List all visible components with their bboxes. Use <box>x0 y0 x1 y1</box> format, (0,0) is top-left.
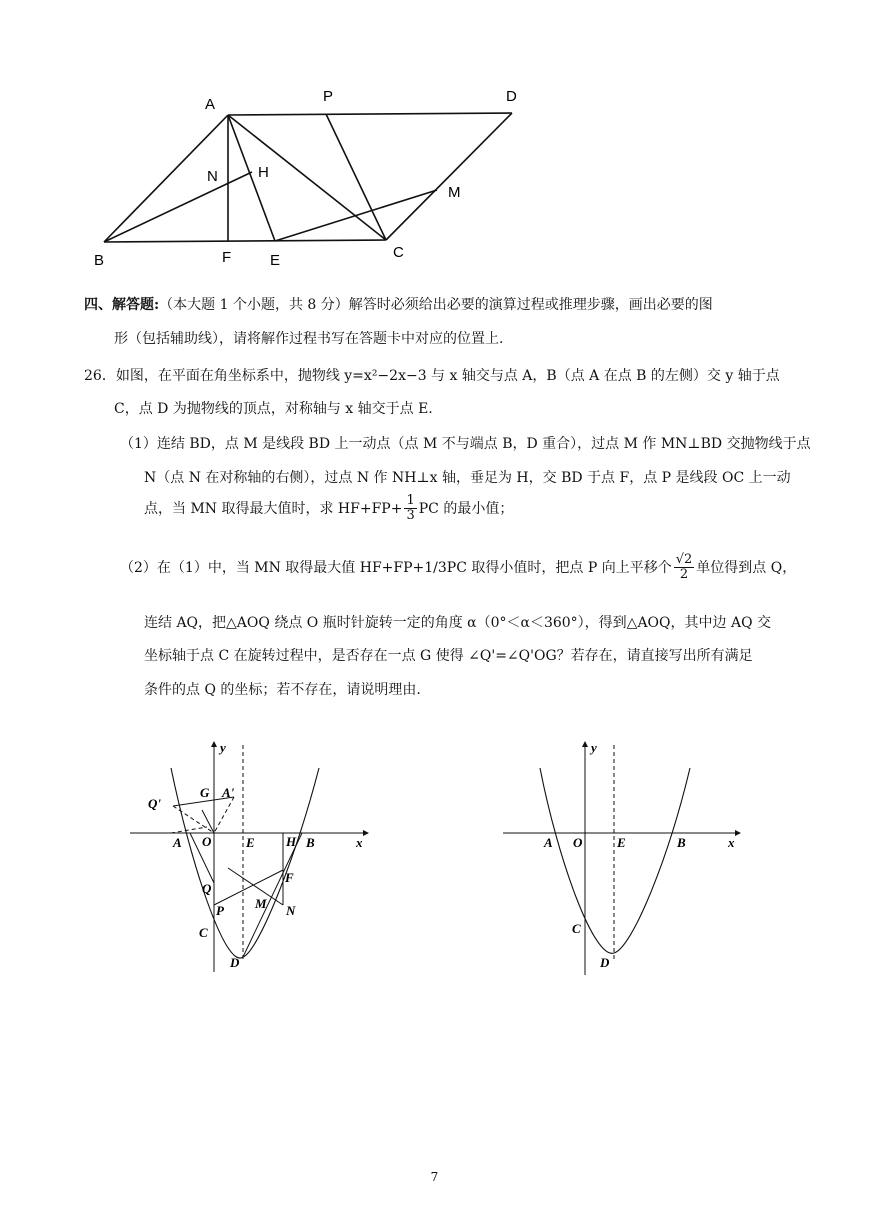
label-y: y <box>591 740 597 755</box>
fraction-denominator: 2 <box>679 567 689 583</box>
problem-line1 <box>84 365 780 385</box>
label-N: N <box>286 903 296 918</box>
label-G: G <box>200 785 210 800</box>
part1-line1: （1）连结 BD，点 M 是线段 BD 上一动点（点 M 不与端点 B，D 重合），过点 M 作 MN⊥BD 交抛物线于点 <box>120 436 811 452</box>
label-B: B <box>306 835 315 850</box>
fraction-one-third <box>404 494 416 524</box>
label-B: B <box>94 252 105 269</box>
part2-line1-a: （2）在（1）中，当 MN 取得最大值 HF+FP+1/3PC 取得小值时，把点 P 向上平移个 <box>120 559 672 576</box>
label-H: H <box>258 164 269 181</box>
label-O: O <box>573 835 583 850</box>
label-x: x <box>728 835 735 850</box>
geometry-figure <box>80 80 550 275</box>
label-M: M <box>255 896 267 911</box>
label-D: D <box>230 955 240 970</box>
figure-lines <box>104 113 512 242</box>
part1-line3 <box>144 494 513 524</box>
dashed-AO <box>171 827 207 833</box>
label-A: A <box>173 835 182 850</box>
label-C: C <box>393 244 404 261</box>
label-P: P <box>323 88 334 105</box>
line-DB <box>243 833 302 957</box>
part2-line4: 条件的点 Q 的坐标；若不存在，请说明理由. <box>144 682 421 698</box>
part2-line2: 连结 AQ，把△AOQ 绕点 O 瓶时针旋转一定的角度 α（0°＜α＜360°），得到△AOQ，其中边 AQ 交 <box>144 615 772 631</box>
label-E: E <box>270 252 281 269</box>
label-A: A <box>205 96 216 113</box>
problem-statement: 如图，在平面在角坐标系中，抛物线 y=x²−2x−3 与 x 轴交与点 A，B（点 A 在点 B 的左侧）交 y 轴于点 <box>115 368 780 384</box>
section-intro <box>84 294 713 314</box>
label-A: A <box>544 835 553 850</box>
part1-line2: N（点 N 在对称轴的右侧），过点 N 作 NH⊥x 轴，垂足为 H，交 BD 于点 F，点 P 是线段 OC 上一动 <box>144 470 791 486</box>
label-Qprime: Q' <box>148 796 161 811</box>
parabola <box>171 768 319 958</box>
label-D: D <box>600 955 610 970</box>
label-E: E <box>246 835 255 850</box>
section-intro-cont: 形（包括辅助线），请将解作过程书写在答题卡中对应的位置上. <box>114 331 504 347</box>
fraction-sqrt2-over-2 <box>674 553 695 583</box>
parabola <box>540 768 690 953</box>
label-N: N <box>207 168 218 185</box>
label-Aprime: A' <box>222 785 235 800</box>
section-intro-text: （本大题 1 个小题，共 8 分）解答时必须给出必要的演算过程或推理步骤，画出必要的图 <box>159 297 713 313</box>
label-C: C <box>199 925 208 940</box>
label-E: E <box>617 835 626 850</box>
label-O: O <box>202 834 212 849</box>
fraction-numerator: 1 <box>406 493 415 508</box>
label-B: B <box>677 835 686 850</box>
problem-line2: C，点 D 为抛物线的顶点，对称轴与 x 轴交于点 E. <box>114 401 433 417</box>
label-H: H <box>286 834 297 849</box>
label-F: F <box>222 249 232 266</box>
fraction-denominator: 3 <box>406 508 415 524</box>
coordinate-graph-left <box>120 730 380 980</box>
label-P: P <box>216 903 224 918</box>
label-C: C <box>572 921 581 936</box>
label-F: F <box>285 870 294 885</box>
part2-line1 <box>120 553 796 583</box>
coordinate-graph-right <box>495 730 745 980</box>
dashed-ApO <box>214 797 234 833</box>
part2-line1-b: 单位得到点 Q， <box>696 559 797 576</box>
part2-line3: 坐标轴于点 C 在旋转过程中，是否存在一点 G 使得 ∠Q'=∠Q'OG？若存在，请直接写出所有满足 <box>144 648 753 664</box>
part1-line3-b: PC 的最小值； <box>418 500 514 517</box>
page-number: 7 <box>430 1170 439 1184</box>
part1-line3-a: 点，当 MN 取得最大值时，求 HF+FP+ <box>144 500 403 517</box>
label-x: x <box>356 835 363 850</box>
line-PF <box>214 870 283 905</box>
label-y: y <box>220 740 226 755</box>
label-Q: Q <box>202 881 212 896</box>
fraction-numerator: √2 <box>675 552 693 567</box>
section-heading: 四、解答题: <box>84 297 160 313</box>
label-D: D <box>506 88 517 105</box>
problem-number: 26． <box>84 368 116 384</box>
label-M: M <box>448 184 461 201</box>
